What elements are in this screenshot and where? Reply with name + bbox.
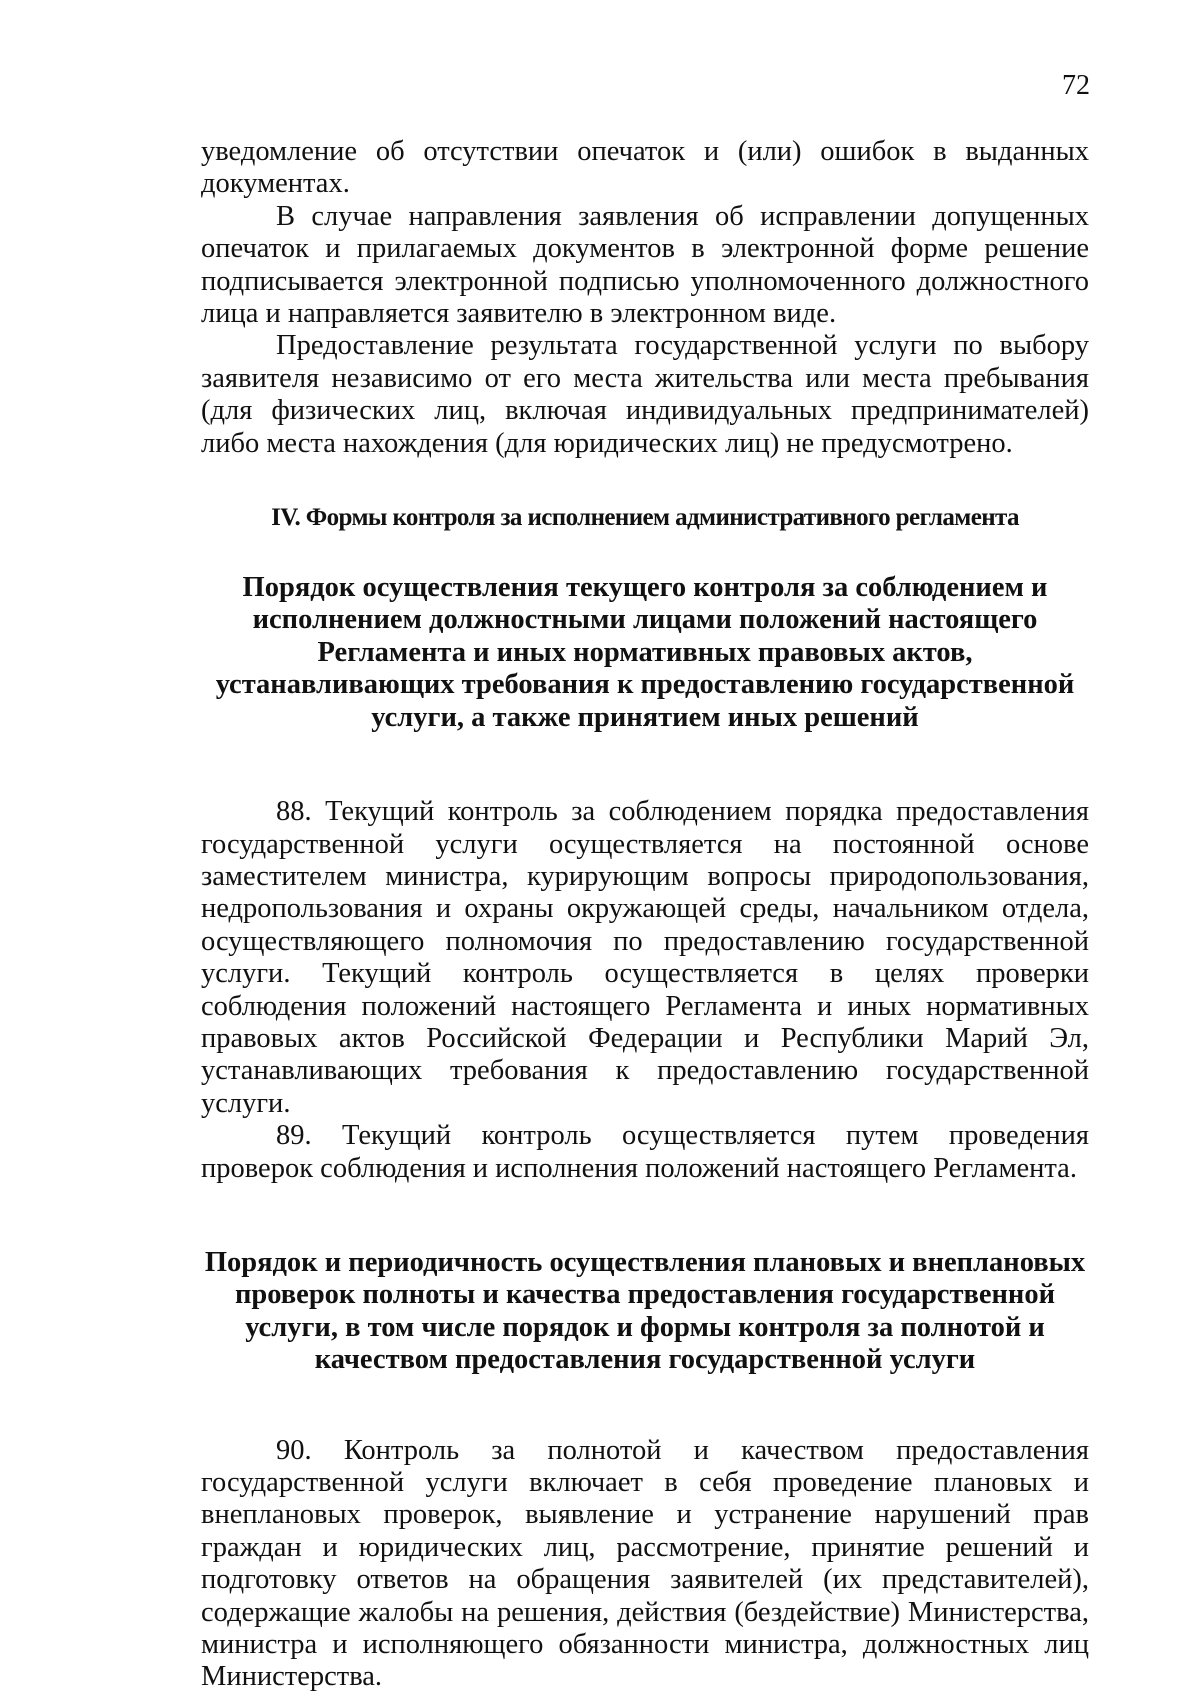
subheading-line: услуги, а также принятием иных решений [371,701,919,733]
paragraph-90: 90. Контроль за полнотой и качеством предоставления государственной услуги включает в себя проведение плановых и внеплановых проверок, выявление и устранение нарушений прав граждан и юридических лиц, рассмотрение, принятие решений и подготовку ответов на обращения заявителей (их представителей), содержащие жалобы на решения, действия (бездействие) Министерства, министра и исполняющего обязанности министра, должностных лиц Министерства. [201,1434,1089,1693]
subheading-current-control [201,572,1089,734]
paragraph-result-delivery: Предоставление результата государственной услуги по выбору заявителя независимо от его места жительства или места пребывания (для физических лиц, включая индивидуальных предпринимателей) либо места нахождения (для юридических лиц) не предусмотрено. [201,330,1089,459]
subheading-line: качеством предоставления государственной услуги [314,1344,976,1376]
paragraph-88: 88. Текущий контроль за соблюдением порядка предоставления государственной услуги осуществляется на постоянной основе заместителем министра, курирующим вопросы природопользования, недропользования и охраны окружающей среды, начальником отдела, осуществляющего полномочия по предоставлению государственной услуги. Текущий контроль осуществляется в целях проверки соблюдения положений настоящего Регламента и иных нормативных правовых актов Российской Федерации и Республики Марий Эл, устанавливающих требования к предоставлению государственной услуги. [201,796,1089,1119]
subheading-line: устанавливающих требования к предоставлению государственной [215,669,1075,701]
paragraph-89: 89. Текущий контроль осуществляется путем проведения проверок соблюдения и исполнения положений настоящего Регламента. [201,1120,1089,1184]
subheading-line: Порядок осуществления текущего контроля за соблюдением и [242,572,1048,604]
subheading-line: проверок полноты и качества предоставления государственной [234,1279,1055,1311]
section-heading-iv: IV. Формы контроля за исполнением административного регламента [271,504,1019,532]
subheading-planned-checks [201,1247,1089,1377]
subheading-line: услуги, в том числе порядок и формы контроля за полнотой и [245,1311,1045,1343]
page-number: 72 [1062,70,1090,101]
subheading-line: Регламента и иных нормативных правовых актов, [317,636,973,668]
paragraph-electronic-decision: В случае направления заявления об исправлении допущенных опечаток и прилагаемых документов в электронной форме решение подписывается электронной подписью уполномоченного должностного лица и направляется заявителю в электронном виде. [201,200,1089,330]
subheading-line: исполнением должностными лицами положений настоящего [252,604,1038,636]
subheading-line: Порядок и периодичность осуществления плановых и внеплановых [204,1246,1086,1278]
document-body [201,136,1089,1694]
paragraph-continuation: уведомление об отсутствии опечаток и (или) ошибок в выданных документах. [201,136,1089,200]
